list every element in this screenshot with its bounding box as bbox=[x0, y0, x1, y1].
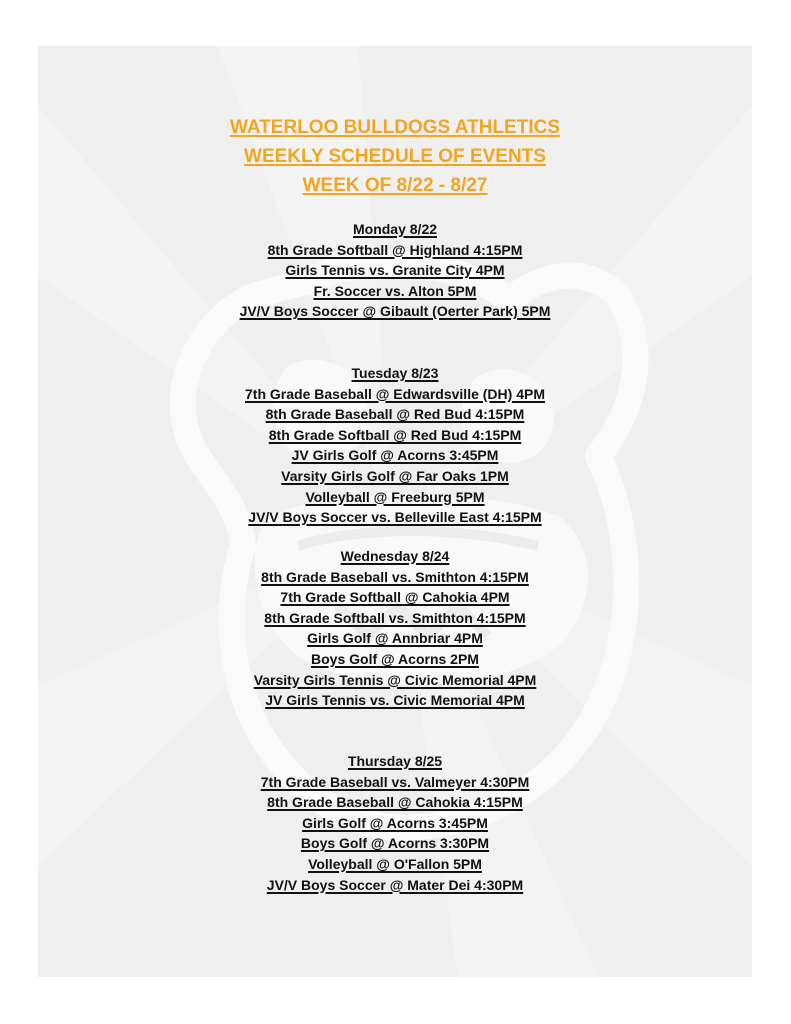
day-heading: Thursday 8/25 bbox=[347, 753, 443, 769]
event-item: 7th Grade Softball @ Cahokia 4PM bbox=[280, 589, 510, 606]
event-item: 8th Grade Baseball @ Red Bud 4:15PM bbox=[265, 406, 525, 423]
event-item: Fr. Soccer vs. Alton 5PM bbox=[313, 282, 477, 299]
day-block-thursday bbox=[38, 751, 752, 895]
event-item: JV/V Boys Soccer @ Gibault (Oerter Park) 5PM bbox=[239, 303, 551, 320]
event-item: 8th Grade Baseball vs. Smithton 4:15PM bbox=[261, 568, 529, 585]
event-item: Varsity Girls Tennis @ Civic Memorial 4PM bbox=[253, 671, 537, 688]
day-heading: Monday 8/22 bbox=[352, 221, 438, 237]
header-subtitle: WEEKLY SCHEDULE OF EVENTS bbox=[244, 146, 546, 167]
event-item: Volleyball @ Freeburg 5PM bbox=[305, 488, 485, 505]
event-item: Volleyball @ O'Fallon 5PM bbox=[308, 855, 482, 872]
event-item: Girls Tennis vs. Granite City 4PM bbox=[285, 262, 505, 279]
header-week: WEEK OF 8/22 - 8/27 bbox=[302, 175, 488, 196]
event-item: JV/V Boys Soccer vs. Belleville East 4:15PM bbox=[248, 509, 542, 526]
event-item: JV Girls Golf @ Acorns 3:45PM bbox=[291, 447, 499, 464]
day-block-tuesday bbox=[38, 363, 752, 528]
event-item: Boys Golf @ Acorns 3:30PM bbox=[300, 835, 490, 852]
event-item: 8th Grade Softball vs. Smithton 4:15PM bbox=[264, 609, 526, 626]
header-title: WATERLOO BULLDOGS ATHLETICS bbox=[229, 117, 560, 138]
schedule-page bbox=[38, 46, 752, 977]
event-item: Boys Golf @ Acorns 2PM bbox=[311, 650, 479, 667]
event-item: 8th Grade Baseball @ Cahokia 4:15PM bbox=[267, 794, 523, 811]
event-item: 8th Grade Softball @ Highland 4:15PM bbox=[267, 241, 523, 258]
day-heading: Tuesday 8/23 bbox=[351, 365, 439, 381]
event-item: Varsity Girls Golf @ Far Oaks 1PM bbox=[281, 467, 509, 484]
event-item: JV/V Boys Soccer @ Mater Dei 4:30PM bbox=[266, 876, 524, 893]
event-item: Girls Golf @ Acorns 3:45PM bbox=[302, 814, 488, 831]
day-block-monday bbox=[38, 219, 752, 322]
day-block-wednesday bbox=[38, 546, 752, 711]
event-item: 8th Grade Softball @ Red Bud 4:15PM bbox=[268, 426, 522, 443]
event-item: Girls Golf @ Annbriar 4PM bbox=[307, 630, 483, 647]
event-item: JV Girls Tennis vs. Civic Memorial 4PM bbox=[265, 692, 525, 709]
event-item: 7th Grade Baseball vs. Valmeyer 4:30PM bbox=[260, 773, 530, 790]
day-heading: Wednesday 8/24 bbox=[340, 548, 450, 564]
event-item: 7th Grade Baseball @ Edwardsville (DH) 4PM bbox=[245, 385, 545, 402]
schedule-header bbox=[38, 113, 752, 200]
